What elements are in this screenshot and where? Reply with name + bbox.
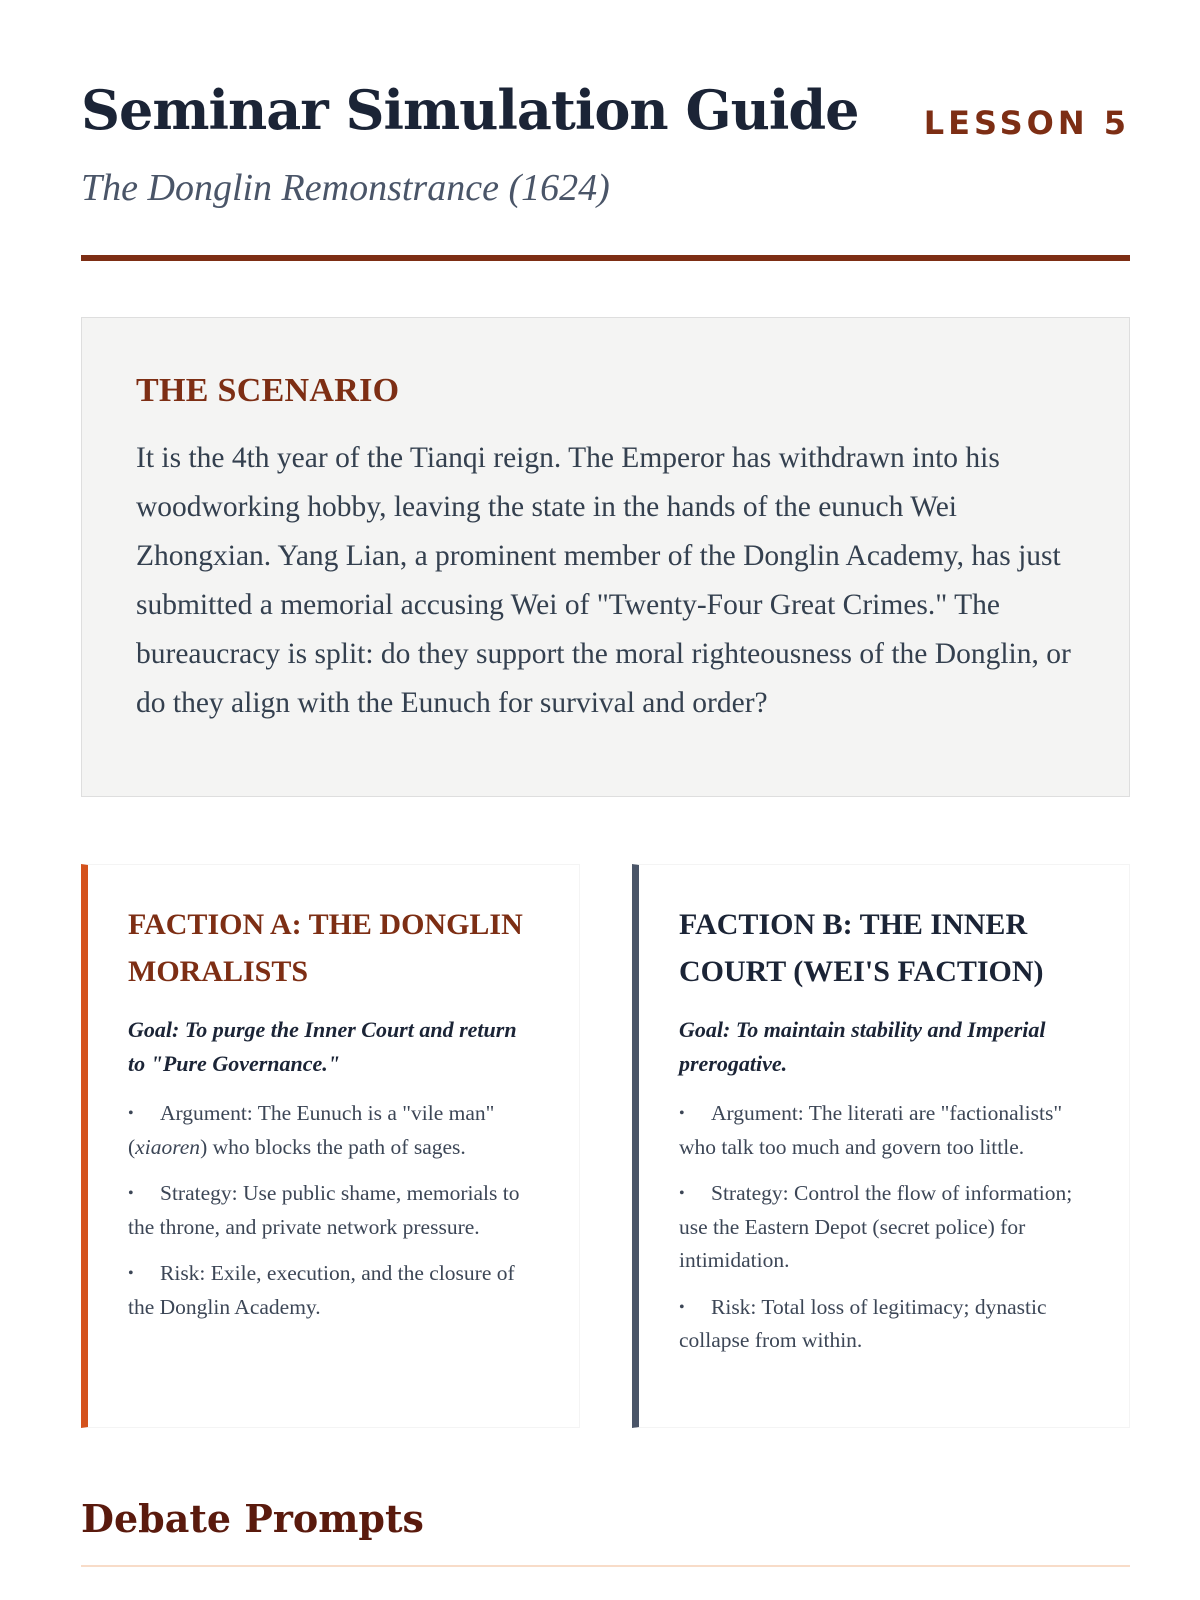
bullet-icon: • (128, 1185, 134, 1202)
scenario-text: It is the 4th year of the Tianqi reign. The Emperor has withdrawn into his woodworking hobby, leaving the state in the hands of the eunuch Wei Zhongxian. Yang Lian, a prominent member of the Donglin Academy, has just submitted a memorial accusing Wei of "Twenty-Four Great Crimes." The bureaucracy is split: do they support the moral righteousness of the Donglin, or do they align with the Eunuch for survival and order? (136, 442, 1071, 719)
faction-b-points (679, 1097, 1089, 1358)
debate-prompts-heading: Debate Prompts (81, 1496, 424, 1541)
faction-b-risk (679, 1291, 1089, 1358)
faction-a-argument-post: ) who blocks the path of sages. (200, 1134, 466, 1159)
faction-a-risk-text: Risk: Exile, execution, and the closure of the Donglin Academy. (128, 1261, 515, 1319)
faction-a-argument-pre: Argument: The Eunuch is a "vile man" ( (128, 1101, 495, 1159)
scenario-box (81, 317, 1130, 797)
faction-a-strategy-text: Strategy: Use public shame, memorials to the throne, and private network pressure. (128, 1181, 520, 1239)
bullet-icon: • (128, 1265, 134, 1282)
faction-a-risk (128, 1257, 539, 1324)
faction-a-points (128, 1097, 539, 1324)
faction-b-heading: FACTION B: THE INNER COURT (WEI'S FACTION) (679, 908, 1044, 988)
page-header (81, 0, 1130, 262)
faction-b-card (632, 864, 1130, 1428)
faction-a-argument-term: xiaoren (135, 1134, 201, 1159)
debate-divider (81, 1565, 1130, 1567)
scenario-heading: THE SCENARIO (136, 372, 400, 409)
faction-b-strategy (679, 1177, 1089, 1278)
faction-b-strategy-text: Strategy: Control the flow of information; use the Eastern Depot (secret police) for intimidation. (679, 1181, 1073, 1272)
bullet-icon: • (679, 1185, 685, 1202)
faction-a-card (81, 864, 580, 1428)
header-divider (81, 255, 1130, 261)
faction-b-goal: Goal: To maintain stability and Imperial prerogative. (679, 1017, 1046, 1076)
faction-a-argument (128, 1097, 539, 1164)
faction-a-heading: FACTION A: THE DONGLIN MORALISTS (128, 908, 523, 988)
faction-a-goal: Goal: To purge the Inner Court and return to "Pure Governance." (128, 1017, 517, 1076)
page-title: Seminar Simulation Guide (81, 78, 859, 142)
faction-b-argument-text: Argument: The literati are "factionalists" who talk too much and govern too little. (679, 1101, 1063, 1159)
bullet-icon: • (679, 1298, 685, 1316)
faction-a-strategy (128, 1177, 539, 1244)
bullet-icon: • (128, 1105, 134, 1122)
faction-b-argument (679, 1097, 1089, 1164)
lesson-label: LESSON 5 (923, 104, 1130, 142)
bullet-icon: • (679, 1105, 685, 1122)
page-subtitle: The Donglin Remonstrance (1624) (81, 167, 610, 209)
document-page (81, 0, 1130, 1541)
faction-b-risk-text: Risk: Total loss of legitimacy; dynastic collapse from within. (679, 1294, 1047, 1352)
